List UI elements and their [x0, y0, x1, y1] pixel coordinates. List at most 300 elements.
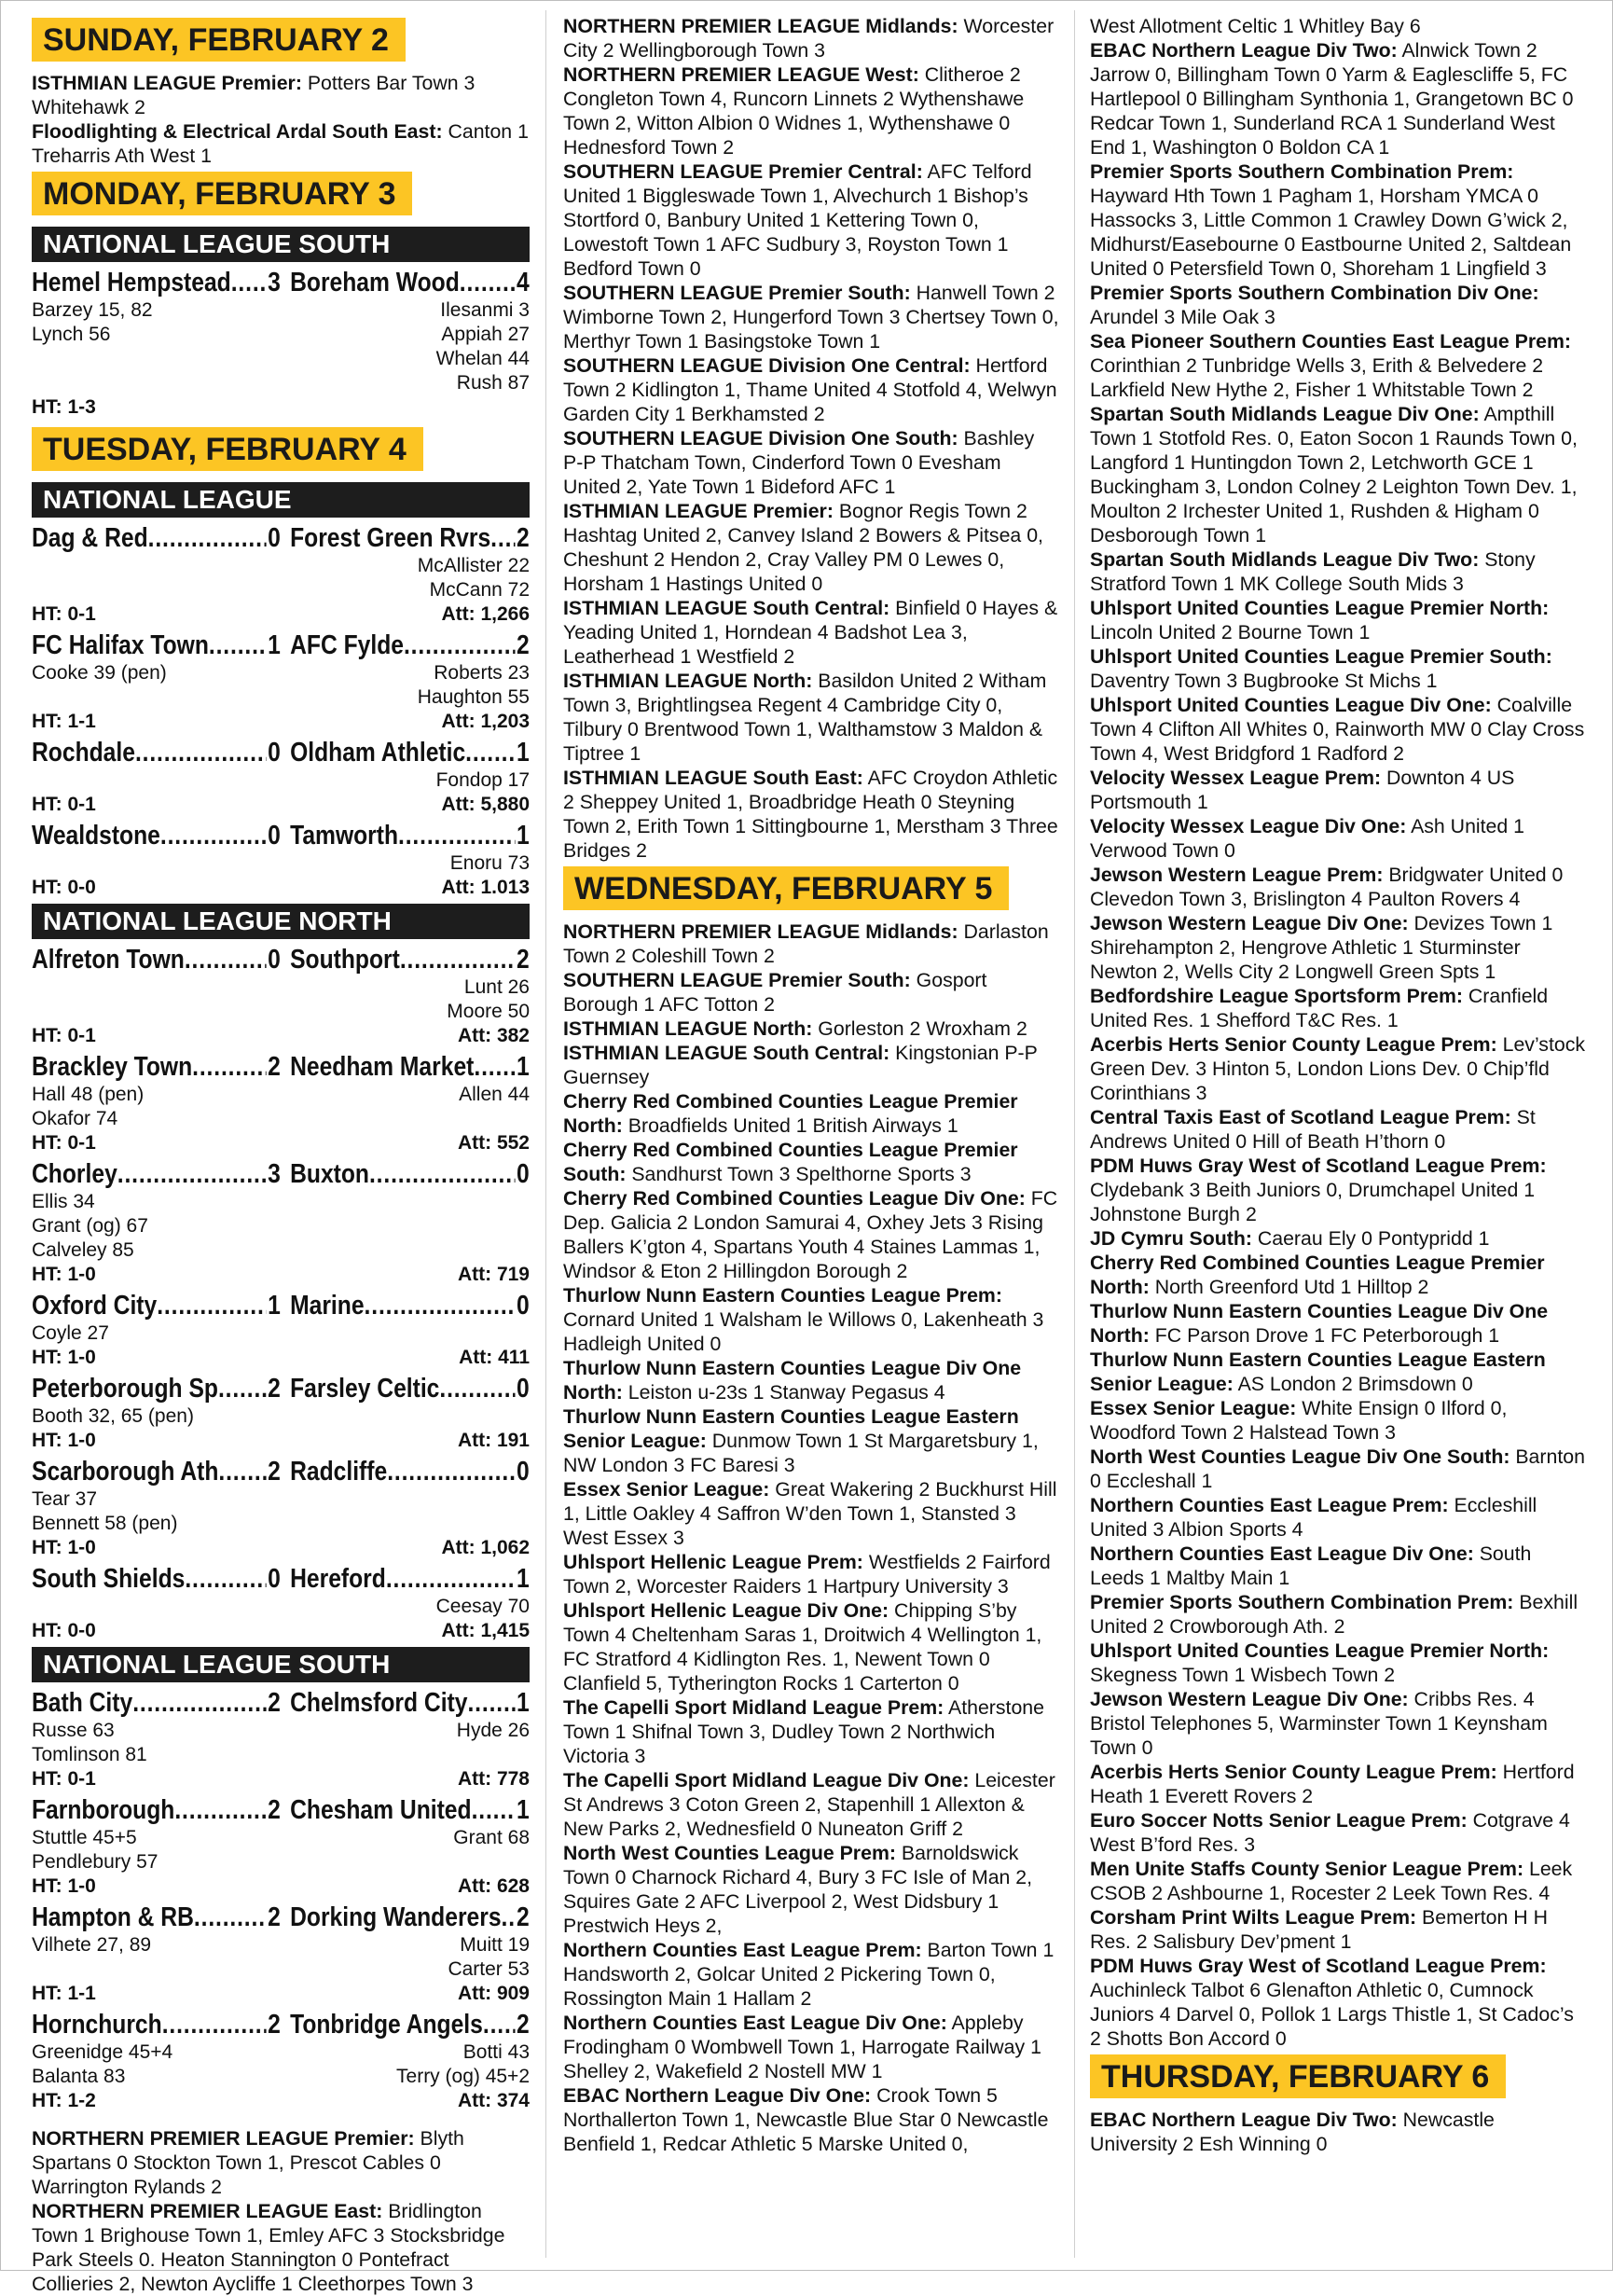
- dot-leader: [194, 1902, 267, 1933]
- results-text: St Andrews United 0 Hill of Beath H’thorn 0: [1090, 1106, 1536, 1153]
- match-teams: [32, 1291, 530, 1321]
- away-scorer: Haughton 55: [417, 686, 530, 708]
- away-scorer: [281, 1321, 530, 1346]
- results-entry: [1090, 1687, 1586, 1760]
- results-entry: [1090, 1760, 1586, 1808]
- results-entry: [32, 2199, 530, 2296]
- match-footer: [32, 793, 530, 817]
- results-text: Arundel 3 Mile Oak 3: [1090, 306, 1275, 328]
- league-heading: NATIONAL LEAGUE: [32, 482, 530, 518]
- home-team: FC Halifax Town: [32, 630, 209, 660]
- results-block: [563, 14, 1059, 863]
- match-footer: [32, 1131, 530, 1155]
- dot-leader: [185, 1564, 266, 1595]
- home-team: Alfreton Town: [32, 945, 185, 975]
- results-text: Barnton 0 Eccleshall 1: [1090, 1445, 1585, 1492]
- away-scorer: Ceesay 70: [435, 1596, 530, 1617]
- scorers-row: [32, 578, 530, 602]
- away-scorer: Enoru 73: [449, 852, 530, 874]
- league-heading: NATIONAL LEAGUE SOUTH: [32, 1647, 530, 1682]
- day-heading: WEDNESDAY, FEBRUARY 5: [563, 866, 1009, 910]
- results-entry: [563, 1841, 1059, 1938]
- dot-leader: [365, 1291, 516, 1321]
- half-time-score: HT: 1-2: [32, 2090, 96, 2111]
- home-score: 0: [268, 523, 281, 553]
- home-side: [32, 1159, 281, 1190]
- match-footer: [32, 1263, 530, 1287]
- match-result: [32, 1564, 530, 1643]
- dot-leader: [117, 1159, 267, 1190]
- home-side: [32, 821, 281, 851]
- away-score: 1: [517, 1795, 530, 1825]
- home-scorer: Hall 48 (pen): [32, 1084, 145, 1105]
- results-entry: [563, 1938, 1059, 2011]
- home-score: 3: [268, 1159, 281, 1189]
- attendance: Att: 1,415: [441, 1620, 530, 1641]
- away-scorer: Roberts 23: [434, 662, 530, 684]
- results-entry: [1090, 2108, 1586, 2156]
- home-score: 2: [268, 1795, 281, 1825]
- dot-leader: [192, 1052, 266, 1083]
- results-entry: [563, 1477, 1059, 1550]
- league-name: Euro Soccer Notts Senior League Prem:: [1090, 1809, 1468, 1832]
- away-scorer: Moore 50: [447, 1001, 530, 1022]
- home-scorer: [32, 685, 281, 710]
- home-team: Hemel Hempstead: [32, 268, 231, 297]
- results-entry: [1090, 1032, 1586, 1105]
- match-result: [32, 2010, 530, 2113]
- match-teams: [32, 1795, 530, 1826]
- away-side: [281, 1291, 530, 1321]
- away-team: Hereford: [290, 1564, 386, 1594]
- results-text: Bridgwater United 0 Clevedon Town 3, Brislington 4 Paulton Rovers 4: [1090, 864, 1564, 910]
- league-name: Cherry Red Combined Counties League Premier South:: [563, 1139, 1018, 1185]
- home-scorer: [32, 975, 281, 1000]
- league-name: Spartan South Midlands League Div One:: [1090, 403, 1480, 425]
- away-scorer: [281, 1107, 530, 1131]
- dot-leader: [218, 1374, 267, 1404]
- league-name: Thurlow Nunn Eastern Counties League Prem:: [563, 1284, 1002, 1307]
- dot-leader: [135, 738, 267, 768]
- dot-leader: [483, 2010, 515, 2040]
- home-scorer: Barzey 15, 82: [32, 299, 153, 321]
- results-text: Canton 1 Treharris Ath West 1: [32, 120, 529, 167]
- results-text: Ash United 1 Verwood Town 0: [1090, 815, 1525, 862]
- results-text: Ampthill Town 1 Stotfold Res. 0, Eaton Socon 1 Raunds Town 0, Langford 1 Huntingdon Town 2, Letchworth GCE 1 Buckingham 3, London Colney 2 Leighton Town Dev. 1, Moulton 2 Irchester United 1, Rushden & Higham 0 Desborough Town 1: [1090, 403, 1578, 546]
- column-3: [1090, 14, 1586, 2156]
- home-scorer: [32, 768, 281, 793]
- away-scorer: [281, 1850, 530, 1874]
- match-result: [32, 1457, 530, 1560]
- league-name: ISTHMIAN LEAGUE Premier:: [563, 500, 834, 522]
- half-time-score: HT: 0-1: [32, 794, 96, 815]
- scorers-row: [32, 554, 530, 578]
- results-text: Kingstonian P-P Guernsey: [563, 1042, 1038, 1088]
- results-text: Lincoln United 2 Bourne Town 1: [1090, 621, 1371, 643]
- away-side: [281, 1374, 530, 1404]
- league-name: ISTHMIAN LEAGUE South Central:: [563, 597, 890, 619]
- league-name: ISTHMIAN LEAGUE North:: [563, 670, 813, 692]
- league-name: NORTHERN PREMIER LEAGUE Midlands:: [563, 15, 958, 37]
- away-scorer: Muitt 19: [460, 1934, 530, 1956]
- away-team: AFC Fylde: [290, 630, 404, 660]
- results-text: Cotgrave 4 West B’ford Res. 3: [1090, 1809, 1570, 1856]
- results-entry: [563, 1017, 1059, 1041]
- league-name: Uhlsport United Counties League Premier North:: [1090, 597, 1550, 619]
- results-entry: [563, 1089, 1059, 1138]
- results-text: Darlaston Town 2 Coleshill Town 2: [563, 920, 1049, 967]
- results-entry: [563, 159, 1059, 281]
- results-entry: [563, 1356, 1059, 1404]
- results-text: AFC Croydon Athletic 2 Sheppey United 1, Broadbridge Heath 0 Steyning Town 2, Erith Town 1 Sittingbourne 1, Merstham 3 Three Bridges 2: [563, 767, 1058, 862]
- results-entry: [563, 281, 1059, 353]
- home-scorer: [32, 554, 281, 578]
- half-time-score: HT: 0-1: [32, 1025, 96, 1046]
- home-side: [32, 1457, 281, 1487]
- match-result: [32, 1374, 530, 1453]
- home-scorer: Tear 37: [32, 1488, 98, 1510]
- away-score: 1: [517, 1564, 530, 1594]
- home-side: [32, 1688, 281, 1719]
- scorers-row: [32, 1933, 530, 1957]
- away-scorer: [281, 1487, 530, 1512]
- results-entry: [563, 1138, 1059, 1186]
- attendance: Att: 719: [457, 1264, 530, 1285]
- away-team: Tonbridge Angels: [290, 2010, 483, 2040]
- away-scorer: Terry (og) 45+2: [396, 2066, 530, 2087]
- home-score: 2: [268, 1902, 281, 1932]
- league-name: SOUTHERN LEAGUE Division One Central:: [563, 354, 971, 377]
- results-entry: [563, 62, 1059, 159]
- results-entry: [563, 353, 1059, 426]
- dot-leader: [132, 1688, 266, 1719]
- results-entry: [1090, 766, 1586, 814]
- scorers-row: [32, 1719, 530, 1743]
- away-score: 1: [517, 821, 530, 851]
- away-scorer: McCann 72: [429, 579, 530, 601]
- results-text: FC Dep. Galicia 2 London Samurai 4, Oxhey Jets 3 Rising Ballers K’gton 4, Spartans Youth 4 Staines Lammas 1, Windsor & Eton 2 Hillingdon Borough 2: [563, 1187, 1058, 1282]
- league-name: Cherry Red Combined Counties League Premier North:: [563, 1090, 1018, 1137]
- results-text: Clydebank 3 Beith Juniors 0, Drumchapel United 1 Johnstone Burgh 2: [1090, 1179, 1536, 1225]
- scorers-row: [32, 371, 530, 395]
- results-text: Gosport Borough 1 AFC Totton 2: [563, 969, 987, 1016]
- away-scorer: Rush 87: [456, 372, 530, 394]
- league-name: North West Counties League Prem:: [563, 1842, 896, 1864]
- away-scorer: Lunt 26: [463, 976, 530, 998]
- league-name: Northern Counties East League Prem:: [563, 1939, 922, 1961]
- attendance: Att: 382: [457, 1025, 530, 1046]
- league-name: NORTHERN PREMIER LEAGUE East:: [32, 2200, 383, 2222]
- dot-leader: [157, 1291, 266, 1321]
- away-score: 1: [517, 1688, 530, 1718]
- attendance: Att: 1,266: [441, 603, 530, 625]
- results-text: Barnoldswick Town 0 Charnock Richard 4, Bury 3 FC Isle of Man 2, Squires Gate 2 AFC Liverpool 2, West Didsbury 1 Prestwich Heys 2,: [563, 1842, 1033, 1937]
- away-team: Farsley Celtic: [290, 1374, 440, 1404]
- dot-leader: [185, 945, 267, 975]
- home-scorer: Ellis 34: [32, 1191, 95, 1212]
- attendance: Att: 191: [457, 1430, 530, 1451]
- results-block: [563, 920, 1059, 2156]
- half-time-score: HT: 1-0: [32, 1537, 96, 1558]
- away-side: [281, 630, 530, 661]
- attendance: Att: 411: [459, 1347, 530, 1368]
- dot-leader: [162, 2010, 267, 2040]
- half-time-score: HT: 1-0: [32, 1875, 96, 1897]
- league-name: Central Taxis East of Scotland League Prem:: [1090, 1106, 1511, 1128]
- home-score: 0: [268, 821, 281, 851]
- scorers-row: [32, 347, 530, 371]
- scorers-row: [32, 1107, 530, 1131]
- match-teams: [32, 1374, 530, 1404]
- results-entry: [563, 14, 1059, 62]
- results-text: North Greenford Utd 1 Hilltop 2: [1149, 1276, 1429, 1298]
- results-entry: [1090, 547, 1586, 596]
- results-text: Great Wakering 2 Buckhurst Hill 1, Little Oakley 4 Saffron W’den Town 1, Stansted 3 West Essex 3: [563, 1478, 1057, 1549]
- home-score: 2: [268, 1052, 281, 1082]
- match-result: [32, 523, 530, 627]
- dot-leader: [148, 523, 267, 554]
- half-time-score: HT: 0-0: [32, 877, 96, 898]
- home-scorer: Greenidge 45+4: [32, 2041, 173, 2063]
- match-teams: [32, 1564, 530, 1595]
- league-name: Jewson Western League Div One:: [1090, 912, 1409, 934]
- results-text: Atherstone Town 1 Shifnal Town 3, Dudley Town 2 Northwich Victoria 3: [563, 1696, 1044, 1767]
- home-side: [32, 1052, 281, 1083]
- away-scorer: Carter 53: [448, 1958, 530, 1980]
- attendance: Att: 5,880: [441, 794, 530, 815]
- results-text: South Leeds 1 Maltby Main 1: [1090, 1542, 1532, 1589]
- home-team: Scarborough Ath: [32, 1457, 219, 1487]
- match-footer: [32, 876, 530, 900]
- league-name: EBAC Northern League Div Two:: [1090, 2109, 1398, 2131]
- dot-leader: [490, 523, 515, 554]
- results-entry: [563, 669, 1059, 766]
- home-team: Bath City: [32, 1688, 133, 1718]
- league-name: The Capelli Sport Midland League Prem:: [563, 1696, 944, 1719]
- away-side: [281, 1052, 530, 1083]
- scorers-row: [32, 1404, 530, 1429]
- match-teams: [32, 821, 530, 851]
- results-text: Auchinleck Talbot 6 Glenafton Athletic 0, Cumnock Juniors 4 Darvel 0, Pollok 1 Largs Thistle 1, St Cadoc’s 2 Shotts Bon Accord 0: [1090, 1979, 1574, 2050]
- league-name: Acerbis Herts Senior County League Prem:: [1090, 1761, 1497, 1783]
- dot-leader: [460, 268, 516, 298]
- results-text: Stony Stratford Town 1 MK College South Mids 3: [1090, 548, 1536, 595]
- home-team: Hornchurch: [32, 2010, 162, 2040]
- dot-leader: [472, 1795, 516, 1826]
- away-score: 0: [517, 1291, 530, 1321]
- league-name: Bedfordshire League Sportsform Prem:: [1090, 985, 1463, 1007]
- home-team: Oxford City: [32, 1291, 158, 1321]
- away-side: [281, 821, 530, 851]
- match-teams: [32, 1159, 530, 1190]
- results-text: Coalville Town 4 Clifton All Whites 0, Rainworth MW 0 Clay Cross Town 4, West Bridgford 1 Radford 2: [1090, 694, 1585, 765]
- scorers-row: [32, 685, 530, 710]
- results-entry: [563, 968, 1059, 1017]
- scorers-row: [32, 851, 530, 876]
- day-heading: SUNDAY, FEBRUARY 2: [32, 18, 406, 62]
- home-team: Chorley: [32, 1159, 117, 1189]
- scorers-row: [32, 1083, 530, 1107]
- home-team: Rochdale: [32, 738, 135, 768]
- match-result: [32, 268, 530, 420]
- results-text: Bridlington Town 1 Brighouse Town 1, Emley AFC 3 Stocksbridge Park Steels 0. Heaton Stannington 0 Pontefract Collieries 2, Newton Aycliffe 1 Cleethorpes Town 3: [32, 2200, 505, 2295]
- attendance: Att: 778: [457, 1768, 530, 1790]
- home-scorer: Vilhete 27, 89: [32, 1934, 152, 1956]
- results-entry: [1090, 1590, 1586, 1639]
- half-time-score: HT: 1-0: [32, 1430, 96, 1451]
- away-score: 4: [517, 268, 530, 297]
- league-name: Velocity Wessex League Prem:: [1090, 767, 1382, 789]
- home-score: 2: [268, 1688, 281, 1718]
- scorers-row: [32, 1595, 530, 1619]
- away-scorer: Ilesanmi 3: [440, 299, 530, 321]
- league-name: Cherry Red Combined Counties League Premier North:: [1090, 1252, 1545, 1298]
- half-time-score: HT: 1-1: [32, 1983, 96, 2004]
- results-text: Bognor Regis Town 2 Hashtag United 2, Canvey Island 2 Bowers & Pitsea 0, Cheshunt 2 Hendon 2, Cray Valley PM 0 Lewes 0, Horsham 1 Hastings United 0: [563, 500, 1043, 595]
- away-score: 0: [517, 1457, 530, 1487]
- results-text: Hertford Town 2 Kidlington 1, Thame United 4 Stotfold 4, Welwyn Garden City 1 Berkhamsted 2: [563, 354, 1057, 425]
- results-entry: [563, 1768, 1059, 1841]
- results-text: Bexhill United 2 Crowborough Ath. 2: [1090, 1591, 1579, 1638]
- results-text: Cornard United 1 Walsham le Willows 0, Lakenheath 3 Hadleigh United 0: [563, 1308, 1044, 1355]
- results-entry: [1090, 984, 1586, 1032]
- half-time-score: HT: 0-1: [32, 1768, 96, 1790]
- match-footer: [32, 1536, 530, 1560]
- away-team: Boreham Wood: [290, 268, 460, 297]
- away-side: [281, 523, 530, 554]
- league-name: SOUTHERN LEAGUE Premier South:: [563, 282, 911, 304]
- away-side: [281, 2010, 530, 2040]
- league-name: Essex Senior League:: [1090, 1397, 1297, 1419]
- match-teams: [32, 1902, 530, 1933]
- results-text: Bemerton H H Res. 2 Salisbury Dev’pment 1: [1090, 1906, 1548, 1953]
- attendance: Att: 1,062: [441, 1537, 530, 1558]
- home-scorer: [32, 578, 281, 602]
- home-side: [32, 630, 281, 661]
- league-name: Uhlsport United Counties League Premier South:: [1090, 645, 1552, 668]
- home-score: 2: [268, 1374, 281, 1404]
- results-text: Barton Town 1 Handsworth 2, Golcar United 2 Pickering Town 0, Rossington Main 1 Hallam 2: [563, 1939, 1055, 2010]
- scorers-row: [32, 768, 530, 793]
- away-team: Radcliffe: [290, 1457, 388, 1487]
- results-text: Broadfields United 1 British Airways 1: [622, 1114, 958, 1137]
- away-side: [281, 1159, 530, 1190]
- results-entry: [563, 2083, 1059, 2156]
- league-name: Jewson Western League Div One:: [1090, 1688, 1409, 1710]
- match-teams: [32, 738, 530, 768]
- home-score: 1: [268, 630, 281, 660]
- home-score: 2: [268, 1457, 281, 1487]
- results-text: Leek CSOB 2 Ashbourne 1, Rocester 2 Leek Town Res. 4: [1090, 1858, 1573, 1904]
- away-score: 1: [517, 738, 530, 768]
- dot-leader: [467, 1688, 515, 1719]
- away-team: Buxton: [290, 1159, 369, 1189]
- league-name: SOUTHERN LEAGUE Division One South:: [563, 427, 958, 450]
- home-scorer: Pendlebury 57: [32, 1851, 159, 1873]
- dot-leader: [369, 1159, 515, 1190]
- dot-leader: [398, 821, 515, 851]
- results-block: [1090, 14, 1586, 2051]
- league-name: Uhlsport Hellenic League Div One:: [563, 1599, 889, 1622]
- home-side: [32, 523, 281, 554]
- results-text: Downton 4 US Portsmouth 1: [1090, 767, 1515, 813]
- away-scorer: [281, 1214, 530, 1238]
- results-entry: [1090, 1542, 1586, 1590]
- results-text: Basildon United 2 Witham Town 3, Brightlingsea Regent 4 Cambridge City 0, Tilbury 0 Brentwood Town 1, Walthamstow 3 Maldon & Tiptree 1: [563, 670, 1047, 765]
- match-result: [32, 738, 530, 817]
- dot-leader: [439, 1374, 515, 1404]
- results-entry: [1090, 644, 1586, 693]
- results-entry: [1090, 1445, 1586, 1493]
- home-scorer: Russe 63: [32, 1720, 115, 1741]
- match-teams: [32, 1052, 530, 1083]
- league-name: Spartan South Midlands League Div Two:: [1090, 548, 1480, 571]
- home-team: Wealdstone: [32, 821, 160, 851]
- attendance: Att: 374: [457, 2090, 530, 2111]
- away-scorer: [281, 1238, 530, 1263]
- results-entry: [1090, 14, 1586, 38]
- away-side: [281, 945, 530, 975]
- results-text: Hertford Heath 1 Everett Rovers 2: [1090, 1761, 1575, 1807]
- results-text: Bashley P-P Thatcham Town, Cinderford Town 0 Evesham United 2, Yate Town 1 Bideford AFC 1: [563, 427, 1035, 498]
- results-text: West Allotment Celtic 1 Whitley Bay 6: [1090, 15, 1421, 37]
- away-team: Chesham United: [290, 1795, 472, 1825]
- home-score: 0: [268, 945, 281, 975]
- league-heading: NATIONAL LEAGUE NORTH: [32, 904, 530, 939]
- results-text: AS London 2 Brimsdown 0: [1233, 1373, 1473, 1395]
- away-team: Dorking Wanderers: [290, 1902, 502, 1932]
- results-text: Worcester City 2 Wellingborough Town 3: [563, 15, 1055, 62]
- match-teams: [32, 630, 530, 661]
- results-text: Gorleston 2 Wroxham 2: [812, 1017, 1027, 1040]
- league-name: NORTHERN PREMIER LEAGUE West:: [563, 63, 919, 86]
- home-score: 2: [268, 2010, 281, 2040]
- results-entry: [1090, 1154, 1586, 1226]
- away-scorer: [281, 1190, 530, 1214]
- league-name: Northern Counties East League Div One:: [563, 2012, 947, 2034]
- league-name: NORTHERN PREMIER LEAGUE Premier:: [32, 2127, 415, 2150]
- results-entry: [1090, 596, 1586, 644]
- results-text: Caerau Ely 0 Pontypridd 1: [1251, 1227, 1490, 1250]
- away-team: Forest Green Rvrs: [290, 523, 491, 553]
- dot-leader: [404, 630, 515, 661]
- away-scorer: Grant 68: [453, 1827, 530, 1848]
- results-entry: [563, 766, 1059, 863]
- away-side: [281, 268, 530, 298]
- results-entry: [1090, 281, 1586, 329]
- attendance: Att: 552: [457, 1132, 530, 1154]
- results-text: Crook Town 5 Northallerton Town 1, Newcastle Blue Star 0 Newcastle Benfield 1, Redcar Athletic 5 Marske United 0,: [563, 2084, 1049, 2155]
- results-text: Appleby Frodingham 0 Wombwell Town 1, Harrogate Railway 1 Shelley 2, Wakefield 2 Nostell MW 1: [563, 2012, 1041, 2082]
- results-text: Hayward Hth Town 1 Pagham 1, Horsham YMCA 0 Hassocks 3, Little Common 1 Crawley Down G’wick 2, Midhurst/Easebourne 0 Eastbourne United 2, Saltdean United 0 Petersfield Town 0, Shoreham 1 Lingfield 3: [1090, 185, 1572, 280]
- results-entry: [1090, 1299, 1586, 1348]
- league-name: Jewson Western League Prem:: [1090, 864, 1384, 886]
- scorers-row: [32, 298, 530, 323]
- results-entry: [1090, 1493, 1586, 1542]
- results-text: Skegness Town 1 Wisbech Town 2: [1090, 1664, 1396, 1686]
- results-entry: [563, 426, 1059, 499]
- away-scorer: Fondop 17: [435, 769, 530, 791]
- results-text: Alnwick Town 2 Jarrow 0, Billingham Town 0 Yarm & Eaglescliffe 5, FC Hartlepool 0 Billingham Synthonia 1, Grangetown BC 0 Redcar Town 1, Sunderland RCA 1 Sunderland West End 1, Washington 0 Boldon CA 1: [1090, 39, 1574, 159]
- home-scorer: Cooke 39 (pen): [32, 662, 167, 684]
- results-entry: [1090, 1251, 1586, 1299]
- match-footer: [32, 710, 530, 734]
- home-scorer: Coyle 27: [32, 1322, 109, 1344]
- home-scorer: Tomlinson 81: [32, 1744, 147, 1765]
- league-name: North West Counties League Div One South:: [1090, 1445, 1510, 1468]
- home-side: [32, 1564, 281, 1595]
- league-name: Men Unite Staffs County Senior League Prem:: [1090, 1858, 1524, 1880]
